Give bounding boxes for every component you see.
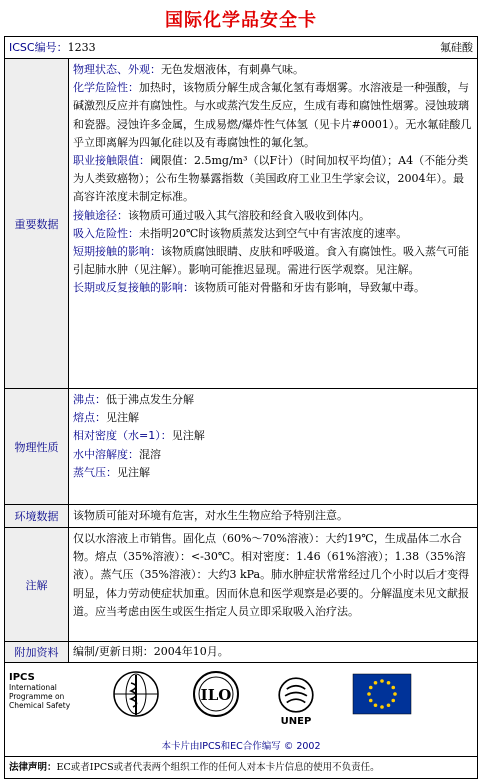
environment-text: 该物质可能对环境有危害，对水生生物应给予特别注意。 — [73, 509, 348, 522]
item-head: 长期或反复接触的影响： — [73, 281, 194, 295]
item-head: 吸入危险性： — [73, 226, 139, 240]
item-head: 物理状态、外观： — [73, 63, 161, 76]
eu-star-icon — [391, 686, 395, 690]
eu-flag-icon — [353, 669, 411, 719]
eu-star-icon — [369, 686, 373, 690]
important-data-section — [5, 59, 477, 389]
item-head: 沸点： — [73, 393, 106, 406]
ipcs-line: International — [9, 683, 57, 692]
item-text: 该物质可能对骨骼和牙齿有影响，导致氟中毒。 — [194, 281, 425, 295]
ilo-text: ILO — [200, 686, 232, 704]
unep-text: UNEP — [280, 715, 312, 727]
ipcs-line: Chemical Safety — [9, 701, 71, 710]
eu-star-icon — [369, 699, 373, 703]
notes-label: 注解 — [5, 528, 69, 641]
item-head: 蒸气压： — [73, 465, 117, 479]
notes-text: 仅以水溶液上市销售。固化点（60%～70%溶液）：大约19℃，生成晶体二水合物。熔点（35%溶液）：<-30℃。相对密度：1.46（61%溶液）；1.38（35%溶液）。蒸气压（35%溶液）：大约3 kPa。肺水肿症状常常经过几个小时以后才变得明显，体力劳动使症状加重。因而休息和医学观察是必要的。分解温度未见文献报道。应当考虑由医生或医生指定人员立即采取吸入治疗法。 — [73, 532, 470, 618]
icsc-number: 1233 — [67, 40, 96, 54]
important-data-label: 重要数据 — [5, 59, 69, 388]
eu-star-icon — [374, 703, 378, 707]
environment-section — [5, 505, 477, 528]
who-emblem-icon — [111, 669, 161, 719]
item-text: 阈限值：2.5mg/m³（以F计）（时间加权平均值）；A4（不能分类为人类致癌物）；公布生物暴露指数（美国政府工业卫生学家会议，2004年）。最高容许浓度未制定标准。 — [73, 154, 469, 204]
chemical-name: 氟硅酸 — [440, 40, 473, 54]
environment-label: 环境数据 — [5, 505, 69, 527]
safety-card — [4, 36, 478, 779]
additional-info-label: 附加资料 — [5, 642, 69, 662]
ipcs-logo-text — [9, 673, 99, 710]
item-head: 化学危险性： — [73, 81, 139, 95]
eu-star-icon — [387, 703, 391, 707]
item-head: 水中溶解度： — [73, 447, 139, 461]
ipcs-line: Programme on — [9, 692, 65, 701]
ipcs-title: IPCS — [9, 672, 35, 683]
eu-star-icon — [391, 699, 395, 703]
eu-star-icon — [380, 705, 384, 709]
additional-info-text: 编制/更新日期：2004年10月。 — [73, 645, 229, 658]
important-data-content — [69, 59, 477, 388]
legal-head: 法律声明： — [9, 762, 57, 773]
item-text: 该物质腐蚀眼睛、皮肤和呼吸道。食入有腐蚀性。吸入蒸气可能引起肺水肿（见注解）。影响可能推迟显现。需进行医学观察。见注解。 — [73, 245, 469, 277]
legal-section — [5, 757, 477, 778]
additional-info-section — [5, 642, 477, 663]
physical-properties-label: 物理性质 — [5, 389, 69, 504]
id-row — [5, 37, 477, 59]
item-text: 见注解 — [117, 465, 150, 479]
item-text: 无色发烟液体，有刺鼻气味。 — [161, 63, 304, 76]
card-title: 国际化学品安全卡 — [165, 10, 317, 31]
item-head: 职业接触限值： — [73, 154, 150, 168]
physical-properties-section — [5, 389, 477, 505]
legal-text: EC或者IPCS或者代表两个组织工作的任何人对本卡片信息的使用不负责任。 — [56, 762, 380, 773]
eu-star-icon — [393, 692, 397, 696]
eu-star-icon — [374, 681, 378, 685]
item-text: 低于沸点发生分解 — [106, 393, 194, 406]
eu-star-icon — [367, 692, 371, 696]
item-head: 接触途径： — [73, 208, 128, 222]
item-text: 该物质可通过吸入其气溶胶和经食入吸收到体内。 — [128, 208, 370, 222]
logos-row — [5, 663, 477, 757]
eu-star-icon — [380, 679, 384, 683]
item-head: 短期接触的影响： — [73, 245, 161, 259]
ilo-emblem-icon — [191, 669, 241, 719]
notes-section — [5, 528, 477, 642]
unep-emblem-icon — [271, 669, 321, 731]
item-head: 熔点： — [73, 411, 106, 425]
item-text: 见注解 — [106, 411, 139, 425]
icsc-label: ICSC编号： — [9, 40, 68, 54]
item-text: 加热时，该物质分解生成含氟化氢有毒烟雾。水溶液是一种强酸，与碱激烈反应并有腐蚀性。与水或蒸汽发生反应，生成有毒和腐蚀性烟雾。浸蚀玻璃和瓷器。浸蚀许多金属，生成易燃/爆炸性气体氢（见卡片#0001）。无水氟硅酸几乎立即离解为四氟化硅以及有毒腐蚀性的氟化氢。 — [73, 81, 472, 149]
item-head: 相对密度（水=1）： — [73, 429, 172, 443]
physical-properties-content — [69, 389, 477, 504]
cooperation-caption: 本卡片由IPCS和EC合作编写 © 2002 — [161, 741, 321, 752]
item-text: 未指明20℃时该物质蒸发达到空气中有害浓度的速率。 — [139, 226, 408, 240]
eu-star-icon — [387, 681, 391, 685]
item-text: 混溶 — [139, 447, 161, 461]
item-text: 见注解 — [171, 429, 205, 443]
